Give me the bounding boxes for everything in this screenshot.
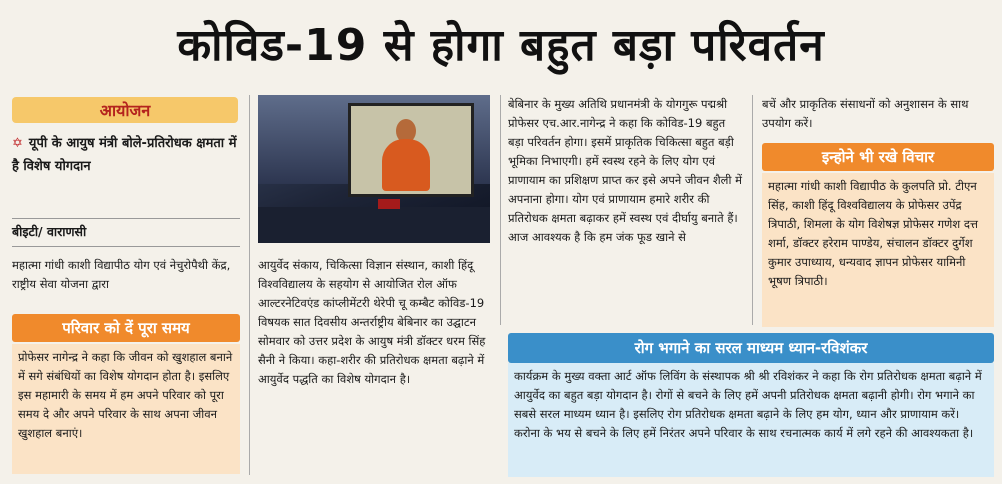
- lead-summary: [12, 132, 240, 178]
- family-box-title: परिवार को दें पूरा समय: [12, 314, 240, 342]
- lead-text: यूपी के आयुष मंत्री बोले-प्रतिरोधक क्षमता में है विशेष योगदान: [12, 136, 237, 174]
- family-box-text: प्रोफेसर नागेन्द्र ने कहा कि जीवन को खुशहाल बनाने में सगे संबंधियों का विशेष योगदान होता है। इसलिए इस महामारी के समय में हम अपने परिवार को पूरा समय दे और अपने परिवार के साथ अपना जीवन खुशहाल बनाएं।: [12, 344, 240, 474]
- article-col3: बेबिनार के मुख्य अतिथि प्रधानमंत्री के योगगुरू पद्मश्री प्रोफेसर एच.आर.नागेन्द्र ने कहा कि कोविड-19 बहुत बड़ा परिवर्तन होगा। इसमें प्राकृतिक चिकित्सा बहुत बड़ी भूमिका निभाएगी। हमें स्वस्थ रहने के लिए योग एवं प्राणायाम का प्रशिक्षण प्राप्त कर इसे अपने जीवन शैली में अपनाना होगा। योग एवं प्राणायाम हमारे शरीर की प्रतिरोधक क्षमता बढ़ाकर हमें स्वस्थ एवं दीर्घायु बनाते हैं। आज आवश्यक है कि हम जंक फूड खाने से: [508, 97, 742, 244]
- ravishankar-box-title: रोग भगाने का सरल माध्यम ध्यान-रविशंकर: [508, 333, 994, 363]
- divider: [12, 218, 240, 219]
- column-divider: [500, 95, 501, 325]
- column-divider: [752, 95, 753, 325]
- views-box-title: इन्होने भी रखे विचार: [762, 143, 994, 171]
- intro-text: महात्मा गांधी काशी विद्यापीठ योग एवं नेचुरोपैथी केंद्र, राष्ट्रीय सेवा योजना द्वारा: [12, 258, 231, 291]
- divider: [12, 246, 240, 247]
- byline: बीइटी/ वाराणसी: [12, 224, 87, 239]
- ravishankar-box-text: कार्यक्रम के मुख्य वक्ता आर्ट ऑफ लिविंग के संस्थापक श्री श्री रविशंकर ने कहा कि रोग प्रतिरोधक क्षमता बढ़ाने में आयुर्वेद का बहुत बड़ा योगदान है। रोगों से बचने के लिए हमें अपनी प्रतिरोधक क्षमता बढ़ानी होगी। रोग भगाने का सबसे सरल माध्यम ध्यान है। इसलिए रोग प्रतिरोधक क्षमता बढ़ाने के लिए हम योग, ध्यान और प्राणायाम करें। करोना के भय से बचने के लिए हमें निरंतर अपने परिवार के साथ रचनात्मक कार्य में लगे रहने की आवश्यकता है।: [508, 363, 994, 477]
- star-icon: ✡: [12, 136, 23, 151]
- section-tag: आयोजन: [12, 97, 238, 123]
- headline: कोविड-19 से होगा बहुत बड़ा परिवर्तन: [177, 20, 825, 71]
- views-box-text: महात्मा गांधी काशी विद्यापीठ के कुलपति प्रो. टीएन सिंह, काशी हिंदू विश्वविद्यालय के प्रोफेसर उपेंद्र त्रिपाठी, शिमला के योग विशेषज्ञ प्रोफेसर गणेश दत्त शर्मा, डॉक्टर हरेराम पाण्डेय, संचालन डॉक्टर दुर्गेश कुमार उपाध्याय, धन्यवाद ज्ञापन प्रोफेसर यामिनी भूषण त्रिपाठी।: [762, 173, 994, 327]
- column-divider: [249, 95, 250, 475]
- article-col4: बचें और प्राकृतिक संसाधनों को अनुशासन के साथ उपयोग करें।: [762, 97, 969, 130]
- article-col2: आयुर्वेद संकाय, चिकित्सा विज्ञान संस्थान, काशी हिंदू विश्वविद्यालय के सहयोग से आयोजित रोल ऑफ आल्टरनेटिवएंड कांप्लीमेंटरी थेरेपी चू कम्बैट कोविड-19 विषयक सात दिवसीय अन्तर्राष्ट्रीय बेबिनार का उद्घाटन सोमवार को उत्तर प्रदेश के आयुष मंत्री डॉक्टर धरम सिंह सैनी ने किया। कहा-शरीर की प्रतिरोधक क्षमता बढ़ाने में आयुर्वेद पद्धति का विशेष योगदान है।: [258, 258, 486, 386]
- webinar-photo: [258, 95, 490, 243]
